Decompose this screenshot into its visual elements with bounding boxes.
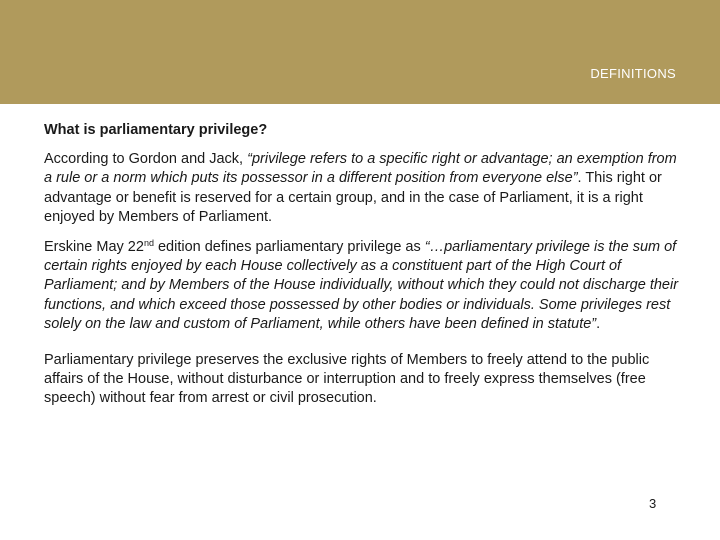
paragraph-erskine-may [44, 238, 680, 335]
paragraph-erskine-may-intro: Erskine May 22 [44, 238, 144, 255]
gordon-jack-quote: “privilege refers to a specific right or advantage; an exemption from a rule or a norm which puts its possessor in a different position from everyone else” [44, 151, 677, 187]
paragraph-erskine-may-end: . [596, 316, 601, 333]
paragraph-gordon-jack [44, 150, 680, 228]
paragraph-gordon-jack-intro: According to Gordon and Jack, [44, 151, 248, 167]
paragraph-gordon-jack-rest: . This right or advantage or benefit is reserved for a certain group, and in the case of Parliament, it is a right enjoyed by Members of Parliament. [44, 170, 662, 226]
ordinal-superscript: nd [143, 237, 154, 248]
question-heading: What is parliamentary privilege? [44, 122, 268, 138]
section-title: DEFINITIONS [590, 66, 676, 81]
paragraph-privilege-rights: Parliamentary privilege preserves the exclusive rights of Members to freely attend to the public affairs of the House, without disturbance or interruption and to freely express themselves (free speech) without fear from arrest or civil prosecution. [44, 351, 650, 407]
erskine-may-quote: “…parliamentary privilege is the sum of certain rights enjoyed by each House collectively as a constituent part of the High Court of Parliament; and by Members of the House individually, without which they could not discharge their functions, and which exceed those possessed by other bodies or individuals. Some privileges rest solely on the law and custom of Parliament, while others have been defined in statute” [44, 238, 679, 333]
header-band [0, 0, 720, 104]
page-number: 3 [649, 496, 657, 511]
paragraph-erskine-may-intro-rest: edition defines parliamentary privilege as [153, 238, 425, 255]
slide-content [44, 122, 680, 419]
